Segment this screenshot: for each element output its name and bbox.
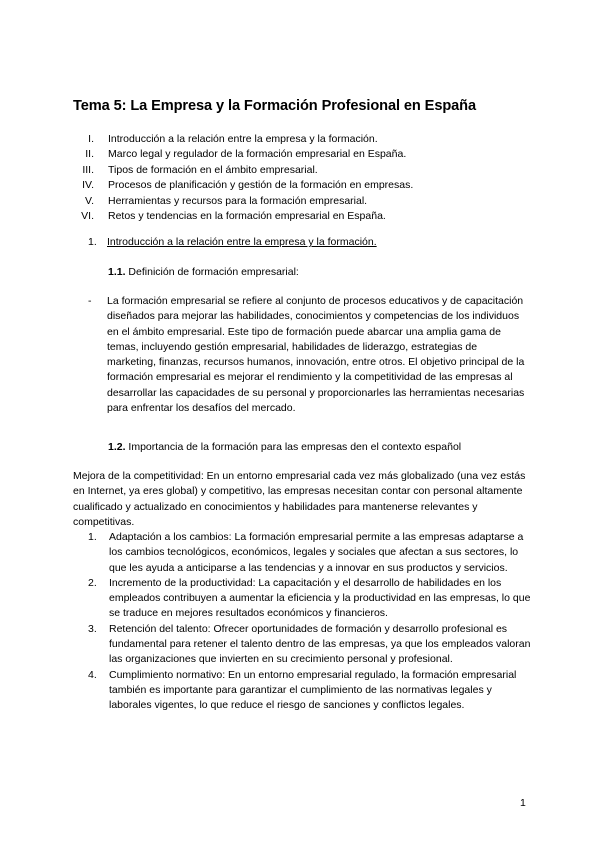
toc-number: VI. [81, 209, 94, 222]
toc-text: Herramientas y recursos para la formación empresarial. [108, 194, 368, 207]
list-item [88, 622, 535, 668]
toc-text: Retos y tendencias en la formación empresarial en España. [108, 209, 386, 222]
benefits-list [88, 530, 535, 714]
list-item [88, 530, 535, 576]
page-title: Tema 5: La Empresa y la Formación Profesional en España [73, 98, 476, 114]
list-item [88, 668, 535, 714]
subsection-number: 1.1. [108, 266, 126, 278]
toc-item [73, 178, 533, 193]
toc-number: IV. [82, 179, 94, 192]
table-of-contents [73, 132, 533, 224]
list-text: Incremento de la productividad: La capacitación y el desarrollo de habilidades en los empleados contribuyen a aumentar la eficiencia y la productividad en las empresas, lo que se traduce en mejores resultados económicos y financieros. [109, 576, 531, 620]
list-text: Retención del talento: Ofrecer oportunidades de formación y desarrollo profesional es fundamental para retener el talento dentro de las empresas, ya que los empleados valoran las organizaciones que invierten en su crecimiento personal y profesional. [109, 622, 531, 666]
subsection-title: Importancia de la formación para las empresas den el contexto español [125, 441, 462, 453]
subsection-number: 1.2. [108, 441, 126, 453]
toc-text: Procesos de planificación y gestión de la formación en empresas. [108, 179, 414, 192]
toc-item [73, 132, 533, 147]
subsection-heading-1-2 [108, 440, 461, 455]
toc-item [73, 147, 533, 162]
definition-text: La formación empresarial se refiere al conjunto de procesos educativos y de capacitación diseñados para mejorar las habilidades, conocimientos y competencias de los individuos en el ámbito empresarial. Este tipo de formación puede abarcar una amplia gama de temas, incluyendo gestión empresarial, habilidades de liderazgo, estrategias de marketing, finanzas, recursos humanos, innovación, entre otros. El objetivo principal de la formación empresarial es mejorar el rendimiento y la competitividad de las empresas al desarrollar las capacidades de su personal y proporcionarles las herramientas necesarias para enfrentar los desafíos del mercado. [107, 295, 525, 415]
section-title: Introducción a la relación entre la empresa y la formación. [107, 236, 377, 248]
toc-number: III. [82, 163, 94, 176]
list-number: 2. [88, 576, 97, 589]
toc-number: V. [85, 194, 94, 207]
toc-item [73, 209, 533, 224]
subsection-heading-1-1 [108, 265, 299, 280]
toc-number: I. [88, 133, 94, 145]
subsection-title: Definición de formación empresarial: [125, 266, 299, 278]
list-text: Cumplimiento normativo: En un entorno empresarial regulado, la formación empresarial también es importante para garantizar el cumplimiento de las normativas legales y laborales vigentes, lo que reduce el riesgo de sanciones y conflictos legales. [109, 668, 517, 712]
toc-item [73, 163, 533, 178]
section-number: 1. [88, 236, 97, 248]
intro-paragraph: Mejora de la competitividad: En un entorno empresarial cada vez más globalizado (una vez estás en Internet, ya eres global) y competitivo, las empresas necesitan contar con personal altamente cualificado y actualizado en conocimientos y habilidades para mantenerse relevantes y competitivas. [73, 470, 526, 528]
list-item [88, 576, 535, 622]
toc-text: Tipos de formación en el ámbito empresarial. [108, 163, 318, 176]
list-number: 1. [88, 531, 97, 543]
page-number: 1 [520, 797, 526, 809]
toc-text: Introducción a la relación entre la empresa y la formación. [108, 133, 378, 145]
toc-number: II. [85, 148, 94, 161]
list-number: 3. [88, 622, 97, 635]
dash-bullet: - [88, 295, 92, 307]
toc-item [73, 194, 533, 209]
list-number: 4. [88, 668, 97, 681]
list-text: Adaptación a los cambios: La formación empresarial permite a las empresas adaptarse a los cambios tecnológicos, económicos, legales y sociales que afectan a sus sectores, lo que les ayuda a anticiparse a las tendencias y a innovar en sus productos y servicios. [109, 531, 524, 574]
toc-text: Marco legal y regulador de la formación empresarial en España. [108, 148, 407, 161]
